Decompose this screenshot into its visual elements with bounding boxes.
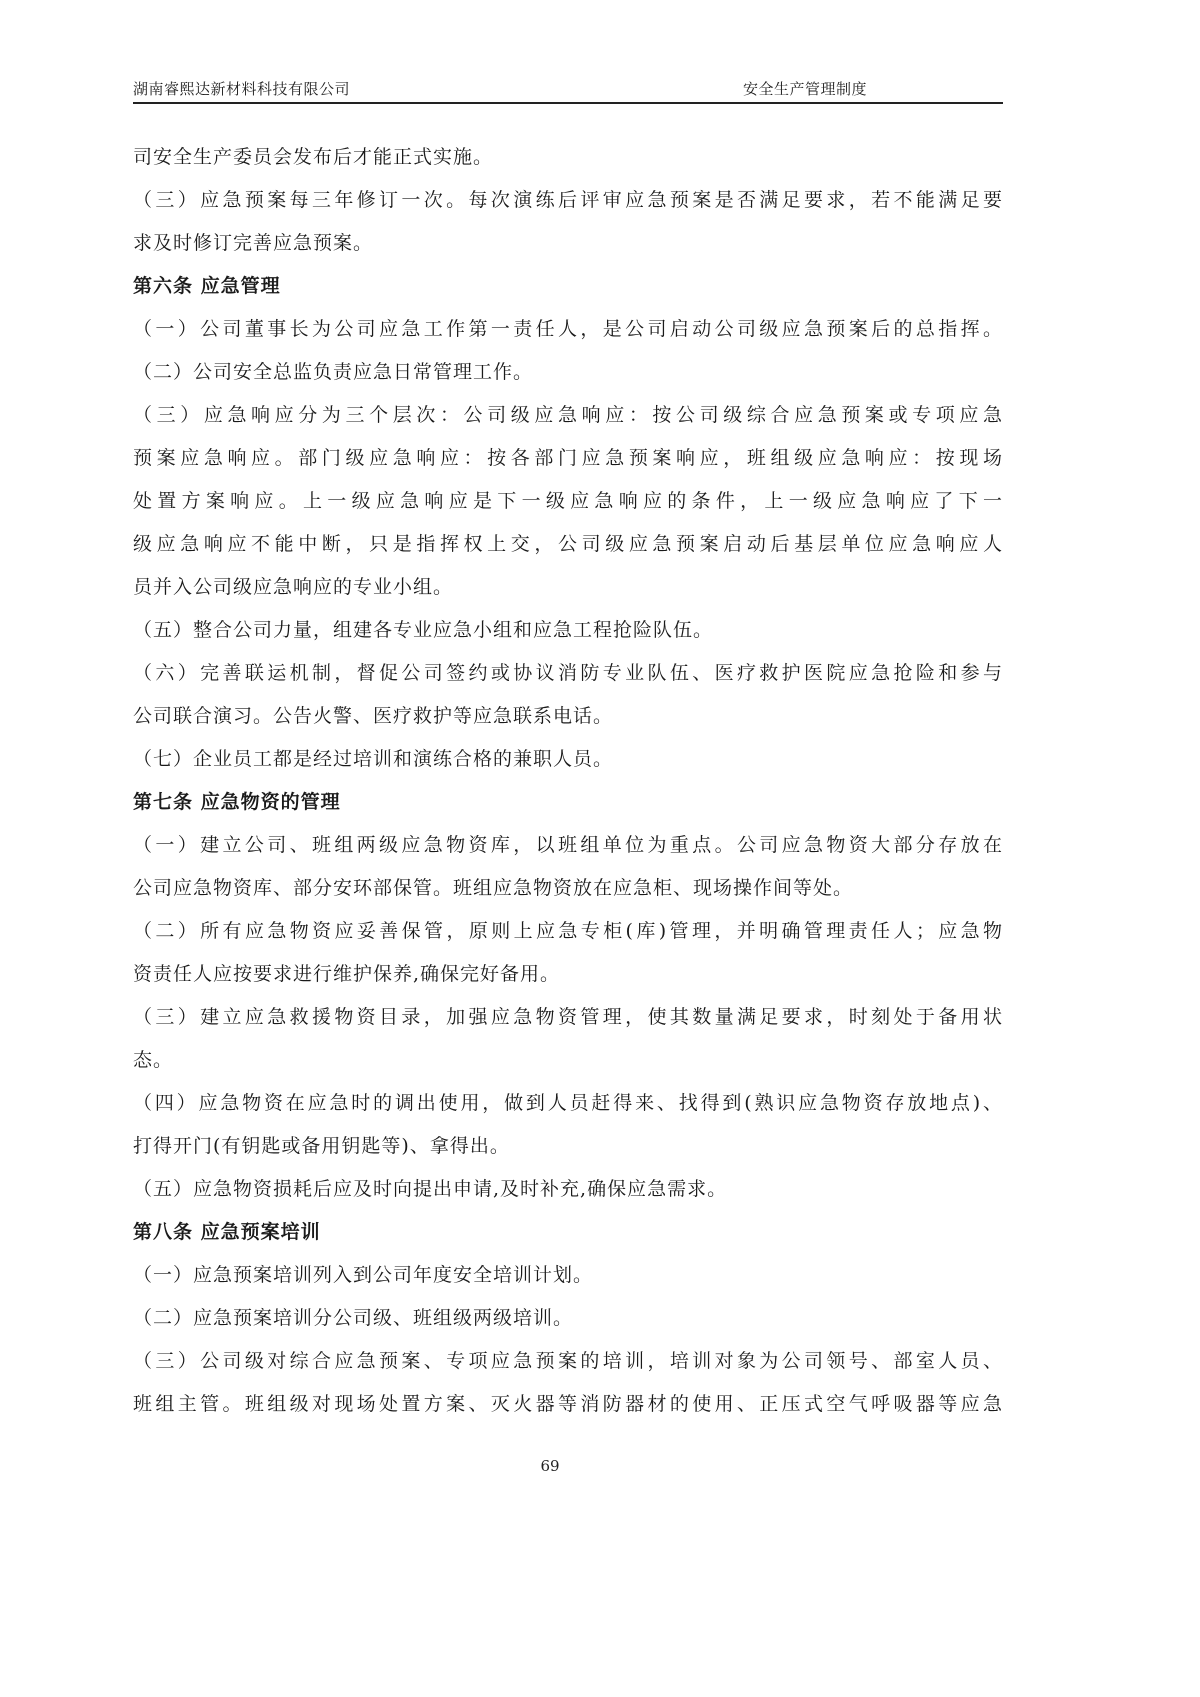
article-heading: 第六条 应急管理 [133,275,281,297]
paragraph-line: 司安全生产委员会发布后才能正式实施。 [133,146,494,168]
paragraph-line: 打得开门(有钥匙或备用钥匙等)、拿得出。 [133,1135,510,1157]
header-document-title: 安全生产管理制度 [743,80,868,98]
paragraph-line: （三）公司级对综合应急预案、专项应急预案的培训，培训对象为公司领号、部室人员、 [133,1350,1003,1372]
article-heading: 第七条 应急物资的管理 [133,791,341,813]
paragraph-line: 级应急响应不能中断，只是指挥权上交，公司级应急预案启动后基层单位应急响应人 [133,533,1003,555]
paragraph-line: （一）建立公司、班组两级应急物资库，以班组单位为重点。公司应急物资大部分存放在 [133,834,1003,856]
paragraph-line: 求及时修订完善应急预案。 [133,232,374,254]
paragraph-line: （四）应急物资在应急时的调出使用，做到人员赶得来、找得到(熟识应急物资存放地点)、 [133,1092,1003,1114]
paragraph-line: （一）应急预案培训列入到公司年度安全培训计划。 [133,1264,594,1286]
page-number: 69 [540,1457,560,1475]
paragraph-line: 预案应急响应。部门级应急响应：按各部门应急预案响应，班组级应急响应：按现场 [133,447,1003,469]
paragraph-line: 公司联合演习。公告火警、医疗救护等应急联系电话。 [133,705,614,727]
paragraph-line: 态。 [133,1049,174,1071]
paragraph-line: （一）公司董事长为公司应急工作第一责任人，是公司启动公司级应急预案后的总指挥。 [133,318,1003,340]
paragraph-line: （七）企业员工都是经过培训和演练合格的兼职人员。 [133,748,614,770]
paragraph-line: 员并入公司级应急响应的专业小组。 [133,576,454,598]
page-body [133,136,1003,1426]
paragraph-line: （三）应急响应分为三个层次：公司级应急响应：按公司级综合应急预案或专项应急 [133,404,1003,426]
paragraph-line: （三）应急预案每三年修订一次。每次演练后评审应急预案是否满足要求，若不能满足要 [133,189,1003,211]
paragraph-line: （二）公司安全总监负责应急日常管理工作。 [133,361,534,383]
page-header [133,74,1003,104]
paragraph-line: （五）应急物资损耗后应及时向提出申请,及时补充,确保应急需求。 [133,1178,728,1200]
paragraph-line: 处置方案响应。上一级应急响应是下一级应急响应的条件，上一级应急响应了下一 [133,490,1003,512]
paragraph-line: 班组主管。班组级对现场处置方案、灭火器等消防器材的使用、正压式空气呼吸器等应急 [133,1393,1003,1415]
article-heading: 第八条 应急预案培训 [133,1221,321,1243]
paragraph-line: 资责任人应按要求进行维护保养,确保完好备用。 [133,963,561,985]
paragraph-line: （三）建立应急救援物资目录，加强应急物资管理，使其数量满足要求，时刻处于备用状 [133,1006,1003,1028]
paragraph-line: 公司应急物资库、部分安环部保管。班组应急物资放在应急柜、现场操作间等处。 [133,877,854,899]
paragraph-line: （二）应急预案培训分公司级、班组级两级培训。 [133,1307,574,1329]
paragraph-line: （五）整合公司力量，组建各专业应急小组和应急工程抢险队伍。 [133,619,714,641]
header-company-name: 湖南睿熙达新材料科技有限公司 [133,80,351,98]
paragraph-line: （二）所有应急物资应妥善保管，原则上应急专柜(库)管理，并明确管理责任人；应急物 [133,920,1003,942]
paragraph-line: （六）完善联运机制，督促公司签约或协议消防专业队伍、医疗救护医院应急抢险和参与 [133,662,1003,684]
